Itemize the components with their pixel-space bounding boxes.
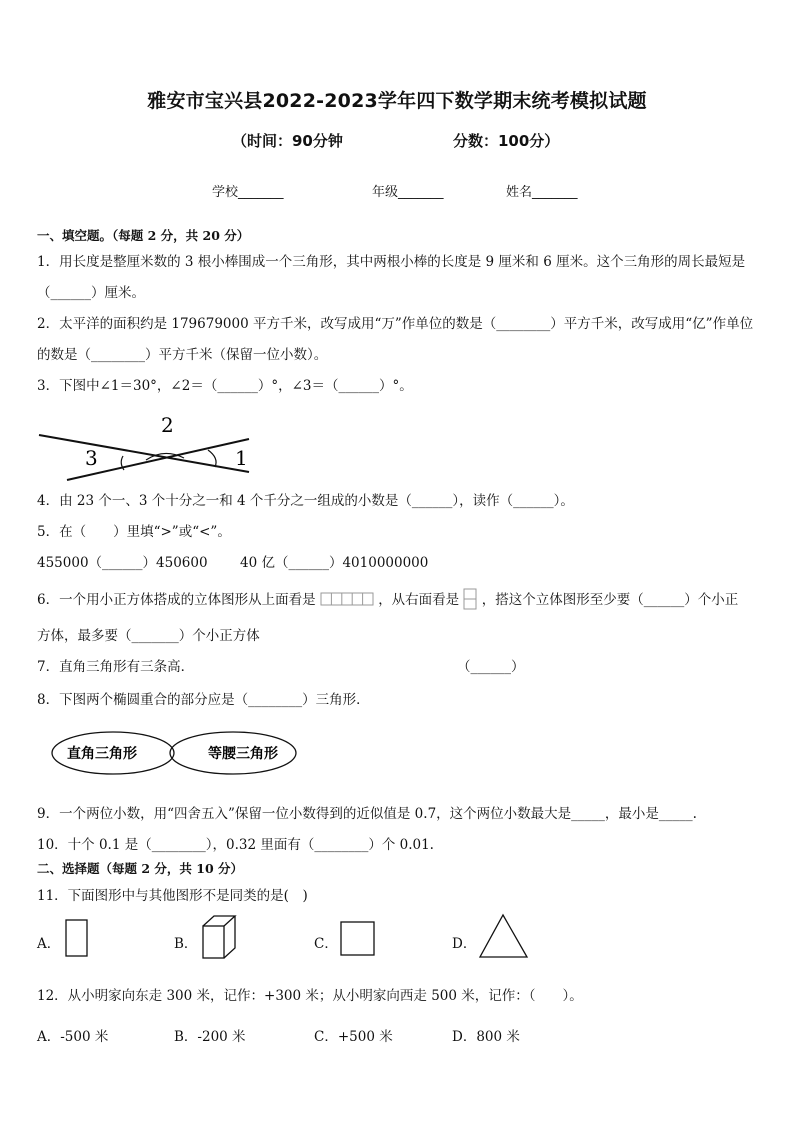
question-9: 9．一个两位小数，用“四舍五入”保留一位小数得到的近似值是 0.7，这个两位小数最大是_____，最小是_____.	[37, 806, 697, 822]
angle-label-2: 2	[161, 413, 174, 437]
ellipse-diagram	[50, 729, 300, 779]
school-field: 学校_______	[212, 185, 284, 200]
ellipse-label-right-triangle: 直角三角形	[67, 746, 137, 762]
right-view-icon	[463, 588, 477, 610]
question-2-line-1: 2．太平洋的面积约是 179679000 平方千米，改写成用“万”作单位的数是（________）平方千米，改写成用“亿”作单位	[37, 316, 754, 332]
top-view-icon	[320, 592, 374, 606]
grade-field: 年级_______	[372, 185, 444, 200]
question-2-line-2: 的数是（________）平方千米（保留一位小数）。	[37, 347, 328, 363]
question-6-text-a: 6．一个用小正方体搭成的立体图形从上面看是	[37, 592, 316, 608]
question-3: 3．下图中∠1＝30°，∠2＝（______）°，∠3＝（______）°。	[37, 378, 413, 394]
question-10: 10．十个 0.1 是（________），0.32 里面有（________）个 0.01.	[37, 837, 434, 853]
question-8: 8．下图两个椭圆重合的部分应是（________）三角形．	[37, 692, 370, 708]
option-12-a: A．-500 米	[37, 1029, 109, 1045]
rectangle-shape	[64, 918, 90, 958]
option-12-c: C．+500 米	[314, 1029, 393, 1045]
angle-label-3: 3	[85, 446, 98, 470]
question-12: 12．从小明家向东走 300 米，记作：+300 米；从小明家向西走 500 米，记作：（ ）。	[37, 988, 583, 1004]
square-shape	[339, 920, 377, 958]
question-7: 7．直角三角形有三条高．	[37, 659, 195, 675]
page-title: 雅安市宝兴县2022-2023学年四下数学期末统考模拟试题	[147, 90, 647, 112]
option-11-a: A．	[37, 936, 61, 952]
angle-label-1: 1	[235, 446, 248, 470]
question-1-line-2: （______）厘米。	[37, 285, 145, 301]
question-7-blank: （______）	[457, 659, 525, 675]
angle-diagram	[37, 410, 257, 482]
option-11-b: B．	[174, 936, 198, 952]
question-5-item-1: 455000（______）450600	[37, 555, 208, 571]
question-11: 11．下面图形中与其他图形不是同类的是( )	[37, 888, 308, 904]
question-6-text-c: ，搭这个立体图形至少要（______）个小正	[481, 592, 739, 608]
score-label: 分数：100分）	[453, 132, 560, 150]
section-heading-fill: 一、填空题。（每题 2 分，共 20 分）	[37, 228, 250, 243]
section-heading-choice: 二、选择题（每题 2 分，共 10 分）	[37, 861, 244, 876]
option-11-d: D．	[452, 936, 477, 952]
question-4: 4．由 23 个一、3 个十分之一和 4 个千分之一组成的小数是（______），读作（______）。	[37, 493, 574, 509]
time-label: （时间：90分钟	[232, 132, 343, 150]
ellipse-label-isosceles-triangle: 等腰三角形	[208, 746, 278, 762]
triangle-shape	[478, 913, 530, 959]
option-11-c: C．	[314, 936, 338, 952]
cuboid-shape	[201, 914, 237, 960]
option-12-b: B．-200 米	[174, 1029, 246, 1045]
question-6-line-1	[37, 588, 738, 612]
question-6-line-2: 方体，最多要（_______）个小正方体	[37, 628, 260, 644]
question-5: 5．在（ ）里填“>”或“<”。	[37, 524, 231, 540]
question-6-text-b: ，从右面看是	[378, 592, 460, 608]
question-1-line-1: 1．用长度是整厘米数的 3 根小棒围成一个三角形，其中两根小棒的长度是 9 厘米和 6 厘米。这个三角形的周长最短是	[37, 254, 746, 270]
question-5-item-2: 40 亿（______）4010000000	[240, 555, 429, 571]
name-field: 姓名_______	[506, 185, 578, 200]
option-12-d: D．800 米	[452, 1029, 520, 1045]
